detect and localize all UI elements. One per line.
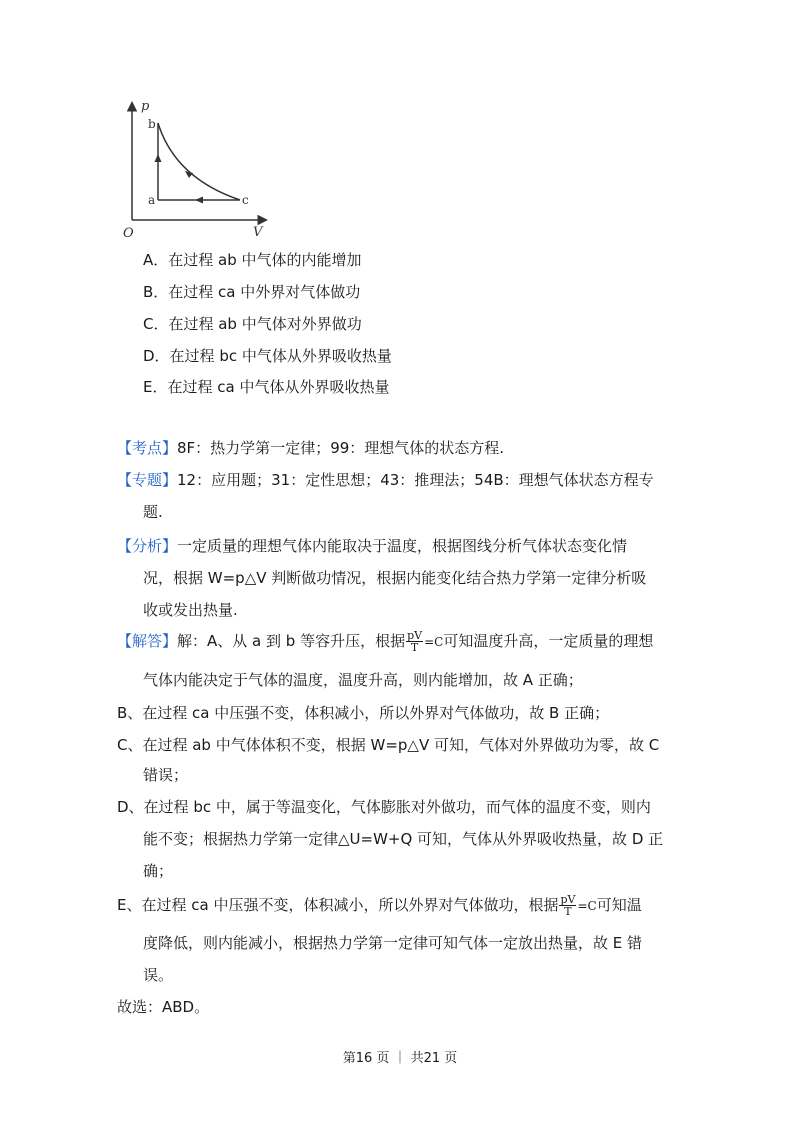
option-c: C．在过程 ab 中气体对外界做功	[143, 315, 362, 333]
fenxi-tag: 【分析】	[117, 537, 178, 555]
final-answer: 故选：ABD。	[117, 998, 210, 1016]
jieda-line1-b: 可知温度升高，一定质量的理想	[443, 632, 654, 650]
axis-p-label: p	[141, 99, 150, 114]
axis-v-label: V	[253, 225, 263, 240]
answer-d-line1: D、在过程 bc 中，属于等温变化，气体膨胀对外做功，而气体的温度不变，则内	[117, 798, 651, 816]
fenxi-line3: 收或发出热量.	[143, 601, 238, 619]
answer-e-line3: 误。	[143, 966, 174, 984]
process-ab-arrow	[155, 154, 162, 162]
answer-c-line2: 错误；	[143, 766, 189, 784]
zhuanti-row	[117, 470, 654, 490]
formula-fraction-2	[559, 894, 576, 917]
kaodian-row	[117, 438, 504, 458]
point-c-label: c	[242, 193, 249, 207]
point-b-label: b	[148, 117, 156, 131]
jieda-tag: 【解答】	[117, 632, 178, 650]
formula-numerator-2: pV	[560, 893, 576, 906]
option-e: E．在过程 ca 中气体从外界吸收热量	[143, 378, 390, 396]
zhuanti-tag: 【专题】	[117, 471, 178, 489]
fenxi-line1: 一定质量的理想气体内能取决于温度，根据图线分析气体状态变化情	[177, 537, 628, 555]
process-bc-curve	[158, 123, 240, 200]
fenxi-row	[117, 536, 627, 556]
jieda-line1-a: 解：A、从 a 到 b 等容升压，根据	[177, 632, 406, 650]
formula-denominator-2: T	[564, 905, 572, 918]
formula-rhs-2: =C	[577, 899, 597, 913]
answer-d-line2: 能不变；根据热力学第一定律△U=W+Q 可知，气体从外界吸收热量，故 D 正	[143, 830, 664, 848]
point-a-label: a	[148, 193, 156, 207]
option-a: A．在过程 ab 中气体的内能增加	[143, 251, 362, 269]
answer-c-line1: C、在过程 ab 中气体体积不变，根据 W=p△V 可知，气体对外界做功为零，故 C	[117, 736, 660, 754]
origin-label: O	[123, 226, 134, 241]
zhuanti-line1: 12：应用题；31：定性思想；43：推理法；54B：理想气体状态方程专	[177, 471, 654, 489]
answer-e-line1	[117, 894, 642, 917]
zhuanti-line2: 题.	[143, 503, 163, 521]
fenxi-line2: 况，根据 W=p△V 判断做功情况，根据内能变化结合热力学第一定律分析吸	[143, 569, 647, 587]
formula-denominator: T	[410, 641, 419, 654]
jieda-line2: 气体内能决定于气体的温度，温度升高，则内能增加，故 A 正确；	[143, 671, 583, 689]
option-d: D．在过程 bc 中气体从外界吸收热量	[143, 347, 392, 365]
answer-e-line1-b: 可知温	[596, 896, 642, 914]
formula-rhs: =C	[424, 635, 444, 649]
answer-e-line1-a: E、在过程 ca 中压强不变，体积减小，所以外界对气体做功，根据	[117, 896, 559, 914]
jieda-row	[117, 630, 653, 653]
kaodian-text: 8F：热力学第一定律；99：理想气体的状态方程.	[177, 439, 505, 457]
kaodian-tag: 【考点】	[117, 439, 178, 457]
option-b: B．在过程 ca 中外界对气体做功	[143, 283, 361, 301]
formula-numerator: pV	[407, 629, 423, 642]
pv-diagram	[115, 98, 275, 243]
page-footer: 第16 页 ｜ 共21 页	[342, 1051, 458, 1066]
answer-d-line3: 确；	[143, 862, 174, 880]
answer-e-line2: 度降低，则内能减小，根据热力学第一定律可知气体一定放出热量，故 E 错	[143, 934, 643, 952]
process-ca-arrow	[195, 197, 203, 204]
answer-b-line: B、在过程 ca 中压强不变，体积减小，所以外界对气体做功，故 B 正确；	[117, 704, 610, 722]
formula-fraction	[406, 630, 423, 653]
